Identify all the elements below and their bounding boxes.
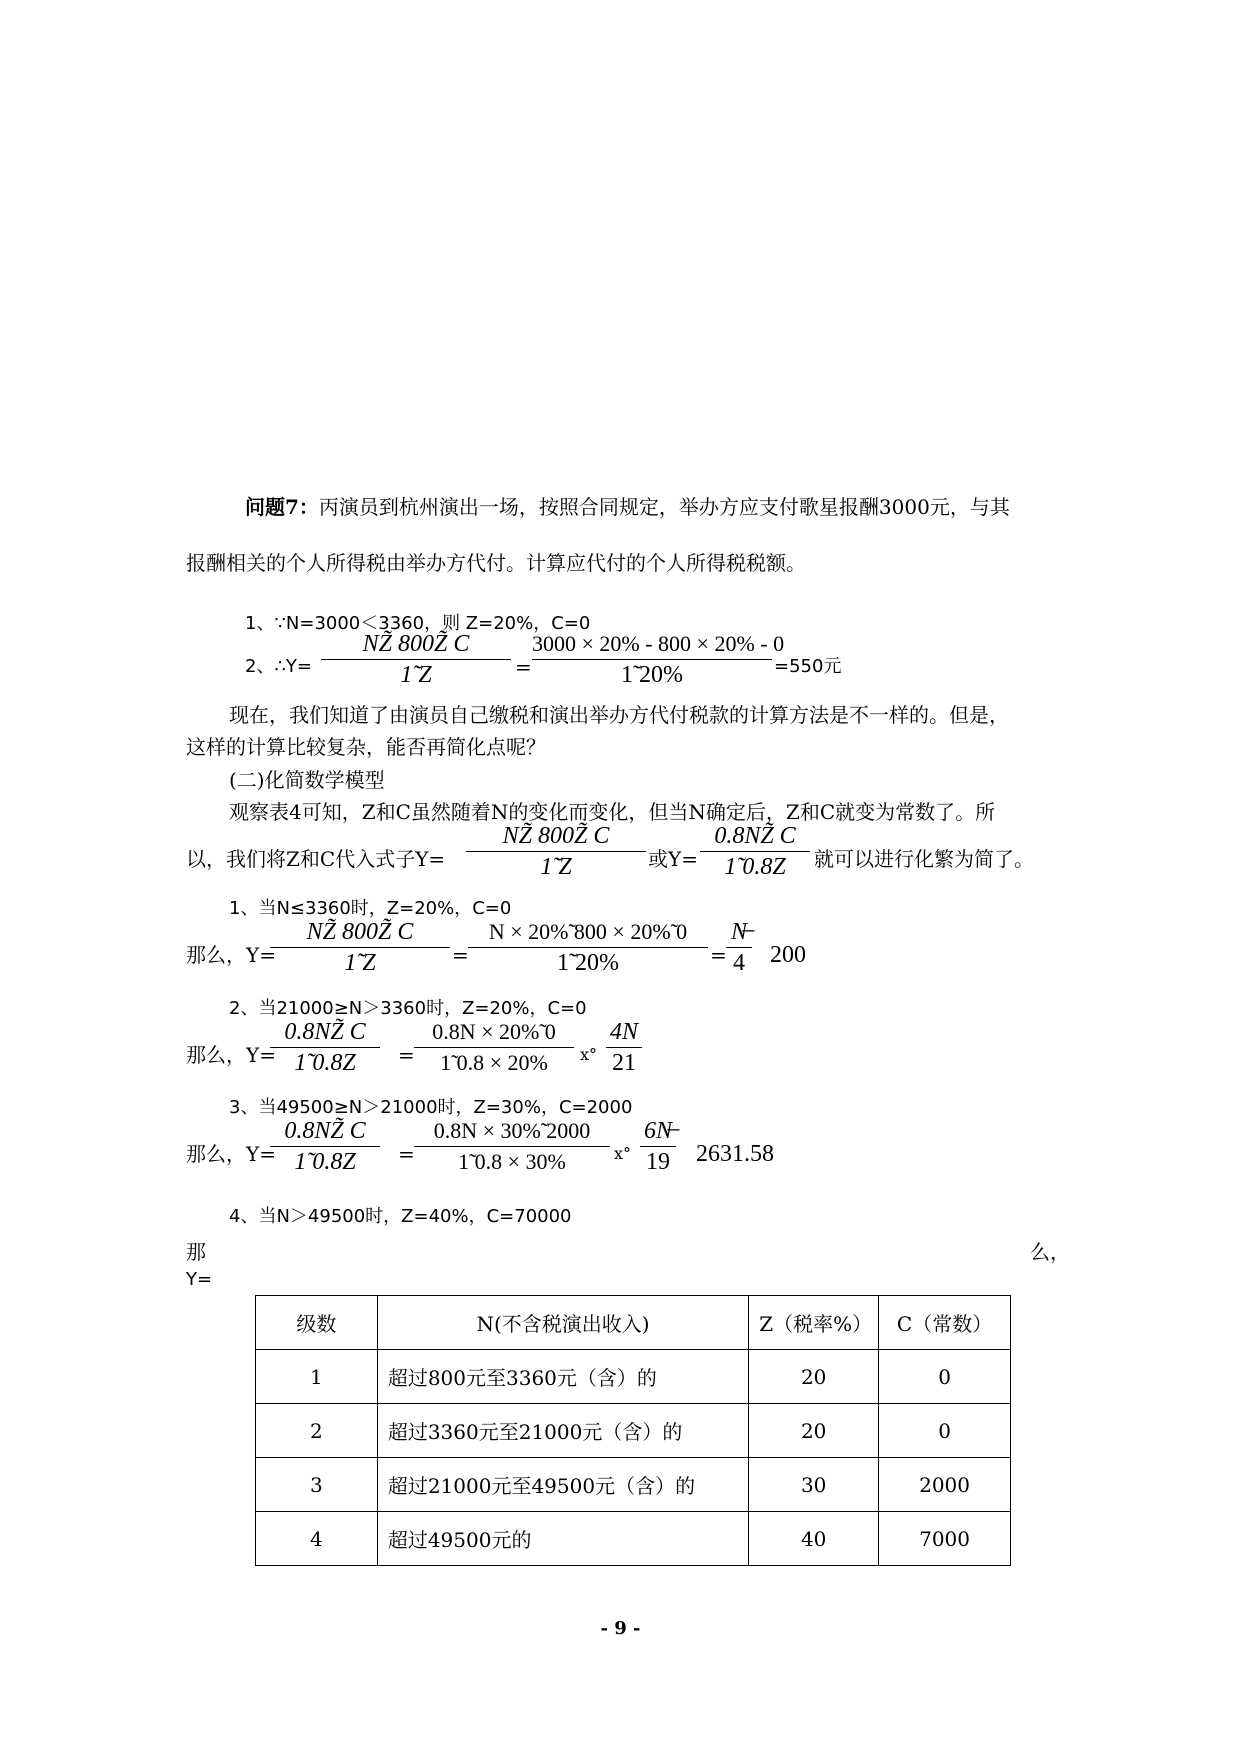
fraction-denominator: 1̃ Z xyxy=(400,662,432,688)
cell-constant: 0 xyxy=(879,1350,1011,1404)
fraction-numerator: N × 20%̃ 800 × 20%̃ 0 xyxy=(488,919,688,944)
fraction-numerator: 0.8NZ̃ C xyxy=(284,1019,366,1045)
para-2-line-1: 观察表4可知，Z和C虽然随着N的变化而变化，但当N确定后，Z和C就变为常数了。所 xyxy=(229,800,996,824)
step-2-fraction-2 xyxy=(532,630,785,689)
cell-income: 超过21000元至49500元（含）的 xyxy=(377,1458,748,1512)
para-2-fraction-a xyxy=(466,822,646,881)
header-rate: Z（税率%） xyxy=(749,1296,879,1350)
step-2-fraction-1 xyxy=(321,630,511,689)
cell-rate: 20 xyxy=(749,1404,879,1458)
cell-income: 超过3360元至21000元（含）的 xyxy=(377,1404,748,1458)
fraction-numerator: 0.8N × 20%̃ 0 xyxy=(432,1019,556,1044)
case-1-condition: 1、当N≤3360时，Z=20%，C=0 xyxy=(229,898,512,919)
section-title: (二)化简数学模型 xyxy=(229,768,385,792)
cell-income: 超过49500元的 xyxy=(377,1512,748,1566)
step-2-equals: = xyxy=(515,655,532,679)
fraction-numerator: 0.8NZ̃ C xyxy=(714,823,796,849)
fraction-denominator: 1̃ Z xyxy=(344,950,376,976)
case-3-equals: = xyxy=(398,1142,415,1166)
step-2-result: =550元 xyxy=(774,656,842,677)
fraction-denominator: 1̃ 0.8 × 30% xyxy=(458,1149,566,1174)
para-2-or: 或Y= xyxy=(648,847,698,871)
case-1-fraction-2 xyxy=(468,918,708,977)
case-2-fraction-2 xyxy=(414,1018,574,1077)
case-1-prefix: 那么，Y= xyxy=(186,943,276,967)
fraction-denominator: 4 xyxy=(733,950,745,976)
case-2-equals: = xyxy=(398,1043,415,1067)
fraction-denominator: 1̃ 0.8Z xyxy=(294,1149,356,1175)
case-1-equals-2: = xyxy=(710,943,727,967)
case-1-equals-1: = xyxy=(452,943,469,967)
cell-level: 3 xyxy=(256,1458,378,1512)
case-4-me: 么， xyxy=(1030,1240,1070,1264)
para-1-line-2: 这样的计算比较复杂，能否再简化点呢？ xyxy=(186,735,546,759)
case-2-condition: 2、当21000≥N＞3360时，Z=20%，C=0 xyxy=(229,998,587,1019)
cell-constant: 7000 xyxy=(879,1512,1011,1566)
page-number: - 9 - xyxy=(600,1618,641,1639)
step-1: 1、∵N=3000＜3360，则 Z=20%，C=0 xyxy=(245,613,591,634)
fraction-denominator: 1̃ 0.8 × 20% xyxy=(440,1050,548,1075)
cell-level: 2 xyxy=(256,1404,378,1458)
fraction-denominator: 1̃ 0.8Z xyxy=(294,1050,356,1076)
fraction-numerator: N̶ xyxy=(730,919,747,945)
case-1-tail: 200 xyxy=(770,942,806,968)
fraction-numerator: NZ̃ 800Z̃ C xyxy=(306,919,414,945)
cell-rate: 30 xyxy=(749,1458,879,1512)
problem-line-1 xyxy=(245,495,1010,519)
cell-level: 4 xyxy=(256,1512,378,1566)
tax-rate-table xyxy=(255,1295,1011,1566)
step-2-prefix: 2、∴Y= xyxy=(245,656,312,677)
case-4-na: 那 xyxy=(186,1240,206,1264)
para-2-line-2-suffix: 就可以进行化繁为简了。 xyxy=(814,847,1034,871)
case-3-prefix: 那么，Y= xyxy=(186,1142,276,1166)
fraction-numerator: 6N̶ xyxy=(643,1118,672,1144)
case-2-symbol: ⅹ° xyxy=(580,1045,598,1064)
fraction-denominator: 1̃ 20% xyxy=(621,662,683,688)
fraction-denominator: 1̃ Z xyxy=(540,854,572,880)
para-2-fraction-b xyxy=(700,822,810,881)
problem-label: 问题7： xyxy=(245,495,319,519)
case-2-fraction-3 xyxy=(606,1018,642,1077)
header-income: N(不含税演出收入) xyxy=(377,1296,748,1350)
table-row xyxy=(256,1404,1011,1458)
fraction-numerator: 3000 × 20% - 800 × 20% - 0 xyxy=(532,631,785,656)
fraction-numerator: 0.8NZ̃ C xyxy=(284,1118,366,1144)
case-4-y: Y= xyxy=(186,1269,213,1290)
case-1-fraction-1 xyxy=(270,918,450,977)
cell-rate: 20 xyxy=(749,1350,879,1404)
fraction-denominator: 19 xyxy=(646,1149,670,1175)
case-2-fraction-1 xyxy=(270,1018,380,1077)
cell-constant: 0 xyxy=(879,1404,1011,1458)
cell-rate: 40 xyxy=(749,1512,879,1566)
fraction-denominator: 1̃ 20% xyxy=(557,950,619,976)
case-3-fraction-2 xyxy=(414,1117,610,1176)
para-2-line-2-prefix: 以，我们将Z和C代入式子Y= xyxy=(186,847,446,871)
case-1-fraction-3 xyxy=(726,918,752,977)
case-2-prefix: 那么，Y= xyxy=(186,1043,276,1067)
fraction-denominator: 21 xyxy=(612,1050,636,1076)
case-3-condition: 3、当49500≥N＞21000时，Z=30%，C=2000 xyxy=(229,1097,633,1118)
cell-constant: 2000 xyxy=(879,1458,1011,1512)
table-header-row xyxy=(256,1296,1011,1350)
fraction-numerator: 4N xyxy=(609,1019,638,1045)
cell-income: 超过800元至3360元（含）的 xyxy=(377,1350,748,1404)
problem-text-1: 丙演员到杭州演出一场，按照合同规定，举办方应支付歌星报酬3000元，与其 xyxy=(318,495,1010,519)
fraction-numerator: 0.8N × 30%̃ 2000 xyxy=(433,1118,591,1143)
case-3-tail: 2631.58 xyxy=(696,1141,774,1167)
header-level: 级数 xyxy=(256,1296,378,1350)
case-3-fraction-1 xyxy=(270,1117,380,1176)
table-row xyxy=(256,1350,1011,1404)
cell-level: 1 xyxy=(256,1350,378,1404)
fraction-denominator: 1̃ 0.8Z xyxy=(724,854,786,880)
case-3-symbol: ⅹ° xyxy=(614,1144,632,1163)
header-constant: C（常数） xyxy=(879,1296,1011,1350)
fraction-numerator: NZ̃ 800Z̃ C xyxy=(502,823,610,849)
para-1-line-1: 现在，我们知道了由演员自己缴税和演出举办方代付税款的计算方法是不一样的。但是， xyxy=(229,703,1009,727)
case-3-fraction-3 xyxy=(640,1117,676,1176)
table-row xyxy=(256,1458,1011,1512)
case-4-condition: 4、当N＞49500时，Z=40%，C=70000 xyxy=(229,1206,572,1227)
fraction-numerator: NZ̃ 800Z̃ C xyxy=(362,631,470,657)
problem-line-2: 报酬相关的个人所得税由举办方代付。计算应代付的个人所得税税额。 xyxy=(186,551,806,575)
table-row xyxy=(256,1512,1011,1566)
